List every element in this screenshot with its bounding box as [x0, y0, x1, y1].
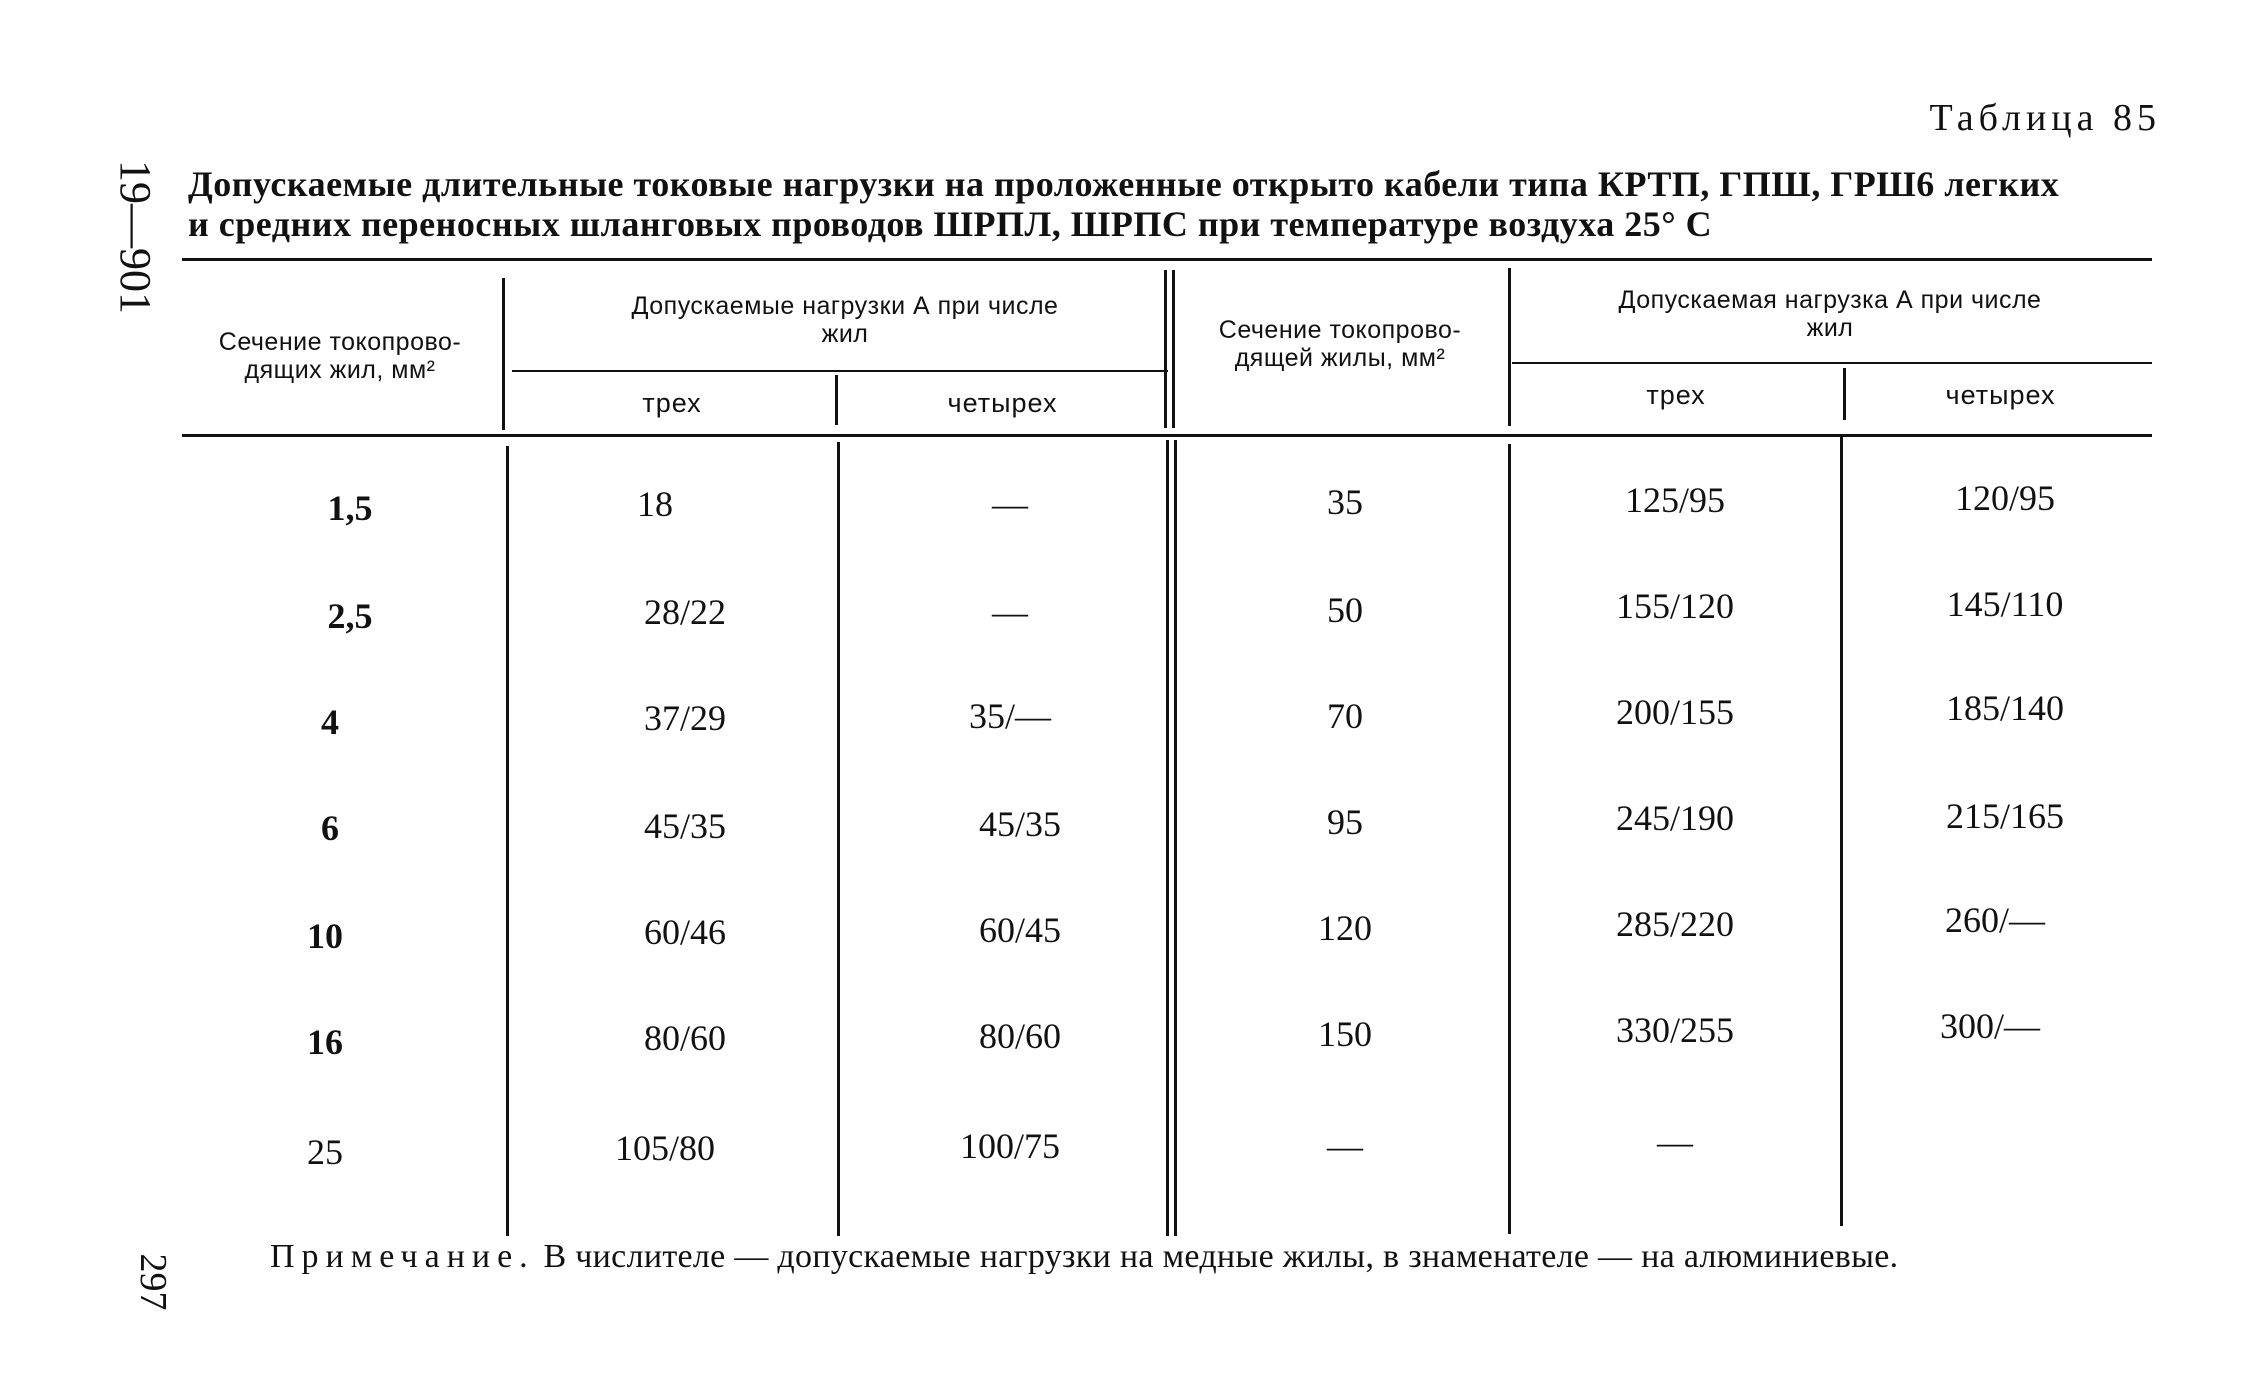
cell-section-right: 95	[1327, 802, 1363, 842]
cell-load-three-right: 125/95	[1624, 480, 1725, 520]
cell-load-four-right: 145/110	[1946, 584, 2064, 624]
cell-load-four: 80/60	[978, 1016, 1061, 1056]
cell-section-right: 50	[1327, 590, 1363, 630]
header-divider-3	[1508, 268, 1511, 426]
cell-section-left: 16	[307, 1022, 343, 1062]
cell-section-left: 1,5	[327, 488, 373, 528]
cell-load-three-right: 245/190	[1615, 798, 1734, 838]
body-double-divider-a	[1166, 440, 1169, 1236]
cell-load-three-right: 155/120	[1615, 586, 1734, 626]
cell-load-four-right: 260/—	[1944, 900, 2045, 940]
cell-section-left: 10	[307, 916, 343, 956]
cell-load-three: 28/22	[643, 592, 726, 632]
header-divider-4	[1843, 368, 1846, 420]
cell-load-four: 35/—	[968, 696, 1051, 736]
body-divider-3	[1508, 444, 1511, 1234]
cell-load-three: 37/29	[643, 698, 726, 738]
table-top-rule	[182, 258, 2152, 261]
left-subheader-rule	[512, 370, 1168, 372]
cell-section-left: 6	[321, 808, 339, 848]
cell-load-four: —	[992, 592, 1028, 632]
cell-load-four: —	[992, 484, 1028, 524]
header-divider-1	[502, 278, 505, 430]
right-subheader-rule	[1512, 362, 2152, 364]
cell-section-left: 25	[307, 1132, 343, 1172]
title-line-2: и средних переносных шланговых проводов ШРПЛ, ШРПС при температуре воздуха 25° С	[188, 204, 1713, 244]
cell-load-four: 100/75	[959, 1126, 1060, 1166]
note-text: В числителе — допускаемые нагрузки на медные жилы, в знаменателе — на алюминиевые.	[543, 1238, 1899, 1275]
cell-load-three-right: 200/155	[1615, 692, 1734, 732]
body-double-divider-b	[1174, 440, 1177, 1236]
body-divider-4	[1840, 436, 1843, 1226]
cell-section-right: 120	[1318, 908, 1372, 948]
cell-load-four-right: 120/95	[1954, 478, 2055, 518]
title-line-1: Допускаемые длительные токовые нагрузки на проложенные открыто кабели типа КРТП, ГПШ, ГРШ6 легких	[188, 164, 2060, 204]
cell-load-four: 60/45	[978, 910, 1061, 950]
cell-load-four: 45/35	[978, 804, 1061, 844]
header-load-left: Допускаемые нагрузки А при числе жил	[631, 292, 1059, 348]
subheader-three-right: трех	[1646, 380, 1706, 410]
header-double-divider-a	[1164, 270, 1167, 428]
cell-load-three-right: 285/220	[1615, 904, 1734, 944]
header-load-right: Допускаемая нагрузка А при числе жил	[1618, 286, 2042, 342]
cell-section-right: —	[1327, 1126, 1363, 1166]
cell-load-three: 60/46	[643, 912, 726, 952]
cell-load-four-right: 185/140	[1945, 688, 2064, 728]
table-note	[270, 1238, 1898, 1276]
table-title	[188, 164, 2128, 244]
body-divider-1	[506, 446, 509, 1236]
header-bottom-rule	[182, 434, 2152, 437]
cell-section-right: 70	[1327, 696, 1363, 736]
body-divider-2	[837, 442, 840, 1236]
cell-load-three: 105/80	[614, 1128, 715, 1168]
header-section-left: Сечение токопрово-дящих жил, мм²	[218, 328, 462, 384]
subheader-four-left: четырех	[947, 388, 1058, 418]
header-divider-2	[835, 375, 838, 425]
cell-load-four-right: 300/—	[1939, 1006, 2040, 1046]
page-number: 297	[132, 1253, 174, 1311]
header-double-divider-b	[1172, 270, 1175, 428]
note-label: Примечание.	[270, 1238, 535, 1275]
subheader-three-left: трех	[642, 388, 702, 418]
cell-section-right: 35	[1327, 482, 1363, 522]
cell-load-three: 80/60	[643, 1018, 726, 1058]
header-section-right: Сечение токопрово-дящей жилы, мм²	[1218, 316, 1462, 372]
subheader-four-right: четырех	[1945, 380, 2056, 410]
side-document-code: 19—901	[111, 160, 160, 314]
cell-section-right: 150	[1318, 1014, 1372, 1054]
cell-load-four-right: 215/165	[1945, 796, 2064, 836]
cell-section-left: 4	[321, 702, 339, 742]
cell-load-three: 45/35	[643, 806, 726, 846]
cell-load-three: 18	[637, 484, 673, 524]
cell-load-three-right: 330/255	[1615, 1010, 1734, 1050]
table-label: Таблица 85	[1929, 97, 2161, 139]
cell-section-left: 2,5	[327, 596, 373, 636]
cell-load-three-right: —	[1657, 1122, 1693, 1162]
